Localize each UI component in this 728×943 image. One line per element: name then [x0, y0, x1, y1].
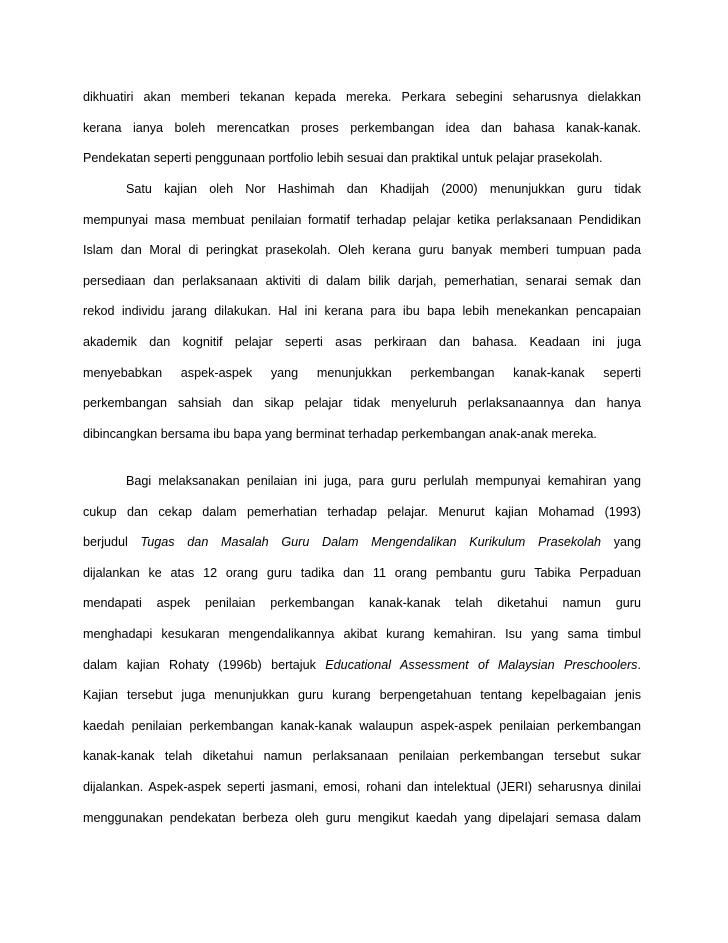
- paragraph-3: [83, 466, 641, 833]
- paragraph-3-line-suffix: .: [637, 657, 641, 672]
- paragraph-2-line: perkembangan sahsiah dan sikap pelajar tidak menyeluruh perlaksanaannya dan hanya: [83, 396, 641, 411]
- paragraph-3-line: mendapati aspek penilaian perkembangan kanak-kanak telah diketahui namun guru: [83, 596, 641, 611]
- paragraph-2-line: dibincangkan bersama ibu bapa yang berminat terhadap perkembangan anak-anak mereka.: [83, 426, 597, 441]
- paragraph-3-line: cukup dan cekap dalam pemerhatian terhadap pelajar. Menurut kajian Mohamad (1993): [83, 504, 641, 519]
- paragraph-2-line: rekod individu jarang dilakukan. Hal ini kerana para ibu bapa lebih menekankan pencapaian: [83, 304, 641, 319]
- paragraph-3-line: Bagi melaksanakan penilaian ini juga, para guru perlulah mempunyai kemahiran yang: [126, 474, 641, 488]
- paragraph-1-line: kerana ianya boleh merencatkan proses perkembangan idea dan bahasa kanak-kanak.: [83, 120, 641, 135]
- cited-title-rohaty: Educational Assessment of Malaysian Preschoolers: [325, 657, 638, 672]
- paragraph-2-line: persediaan dan perlaksanaan aktiviti di dalam bilik darjah, pemerhatian, senarai semak dan: [83, 273, 641, 288]
- paragraph-3-line-prefix: dalam kajian Rohaty (1996b) bertajuk: [83, 657, 326, 672]
- paragraph-1: [83, 82, 641, 174]
- paragraph-3-line: Kajian tersebut juga menunjukkan guru kurang berpengetahuan tentang kepelbagaian jenis: [83, 688, 641, 703]
- cited-title-mohamad: Tugas dan Masalah Guru Dalam Mengendalikan Kurikulum Prasekolah: [140, 535, 601, 550]
- paragraph-1-line: dikhuatiri akan memberi tekanan kepada mereka. Perkara sebegini seharusnya dielakkan: [83, 90, 641, 104]
- paragraph-3-line: dijalankan ke atas 12 orang guru tadika dan 11 orang pembantu guru Tabika Perpaduan: [83, 565, 641, 580]
- paragraph-3-line-prefix: berjudul: [83, 535, 141, 550]
- paragraph-1-line: Pendekatan seperti penggunaan portfolio lebih sesuai dan praktikal untuk pelajar prasekolah.: [83, 151, 603, 166]
- paragraph-3-line: menghadapi kesukaran mengendalikannya akibat kurang kemahiran. Isu yang sama timbul: [83, 626, 641, 641]
- paragraph-3-line-suffix: yang: [613, 535, 642, 550]
- paragraph-2-line: mempunyai masa membuat penilaian formatif terhadap pelajar ketika perlaksanaan Pendidikan: [83, 212, 641, 227]
- paragraph-2-line: Islam dan Moral di peringkat prasekolah. Oleh kerana guru banyak memberi tumpuan pada: [83, 243, 641, 258]
- paragraph-2-line: menyebabkan aspek-aspek yang menunjukkan perkembangan kanak-kanak seperti: [83, 365, 641, 380]
- paragraph-3-line: kanak-kanak telah diketahui namun perlaksanaan penilaian perkembangan tersebut sukar: [83, 749, 641, 764]
- paragraph-2-line: akademik dan kognitif pelajar seperti asas perkiraan dan bahasa. Keadaan ini juga: [83, 334, 641, 349]
- paragraph-3-line: [83, 527, 641, 558]
- paragraph-2-line: Satu kajian oleh Nor Hashimah dan Khadijah (2000) menunjukkan guru tidak: [126, 182, 641, 196]
- paragraph-3-line: [83, 650, 641, 681]
- paragraph-3-line: dijalankan. Aspek-aspek seperti jasmani, emosi, rohani dan intelektual (JERI) seharusnya dinilai: [83, 779, 641, 794]
- paragraph-2: [83, 174, 641, 449]
- paragraph-3-line: kaedah penilaian perkembangan kanak-kanak walaupun aspek-aspek penilaian perkembangan: [83, 718, 641, 733]
- paragraph-3-line: menggunakan pendekatan berbeza oleh guru mengikut kaedah yang dipelajari semasa dalam: [83, 810, 641, 825]
